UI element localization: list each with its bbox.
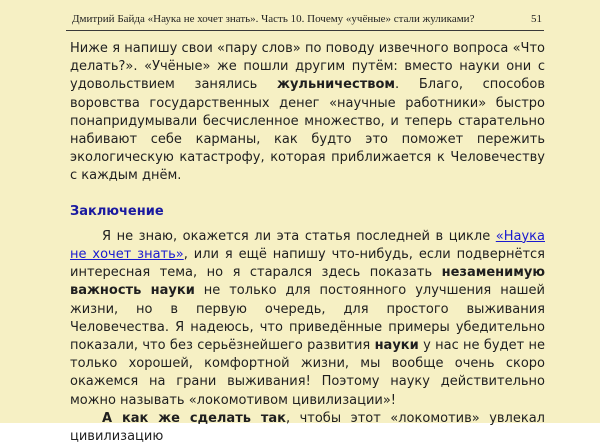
paragraph-conclusion	[70, 228, 545, 410]
paragraph-how-to	[70, 410, 545, 446]
series-link[interactable]: «Наука не хочет знать»	[70, 228, 545, 263]
bold-text: незаменимую важность науки	[70, 265, 545, 299]
header-divider	[66, 30, 544, 31]
text-run: не только для постоянного улучшения нашей жизни, но в первую очередь, для простого выживания Человечества. Я надеюсь, что приведённые примеры убедительно показали, что без серьёзнейшего развития	[70, 283, 545, 354]
article-body	[70, 40, 545, 446]
section-heading-conclusion: Заключение	[70, 203, 164, 219]
header-title: Дмитрий Байда «Наука не хочет знать». Часть 10. Почему «учёные» стали жуликами?	[72, 13, 475, 25]
text-run: Ниже я напишу свои «пару слов» по поводу извечного вопроса «Что делать?». «Учёные» же пошли другим путём: вместо науки они с удовольствием занялись	[70, 41, 545, 93]
bold-text: науки	[374, 338, 419, 354]
text-run: Я не знаю, окажется ли эта статья последней в цикле	[102, 228, 496, 244]
paragraph-what-to-do	[70, 40, 545, 186]
bold-text: А как же сделать так	[102, 410, 286, 426]
running-header	[72, 12, 542, 28]
text-run: , чтобы этот «локомотив» увлекал цивилизацию	[70, 410, 545, 445]
bold-text: жульничеством	[277, 77, 396, 93]
text-run: , или я ещё напишу что-нибудь, если подвернётся интересная тема, но я старался здесь показать	[70, 247, 545, 281]
text-run: у нас не будет не только хорошей, комфортной жизни, мы вообще очень скоро окажемся на грани выживания! Поэтому науку действительно можно называть «локомотивом цивилизации»!	[70, 338, 546, 408]
page-number: 51	[531, 13, 542, 25]
text-run: . Благо, способов воровства государственных денег «научные работники» быстро понапридумывали бесчисленное множество, и теперь старательно набивают себе карманы, как будто это поможет пережить экологическую катастрофу, которая приближается к Человечеству с каждым днём.	[70, 77, 545, 184]
